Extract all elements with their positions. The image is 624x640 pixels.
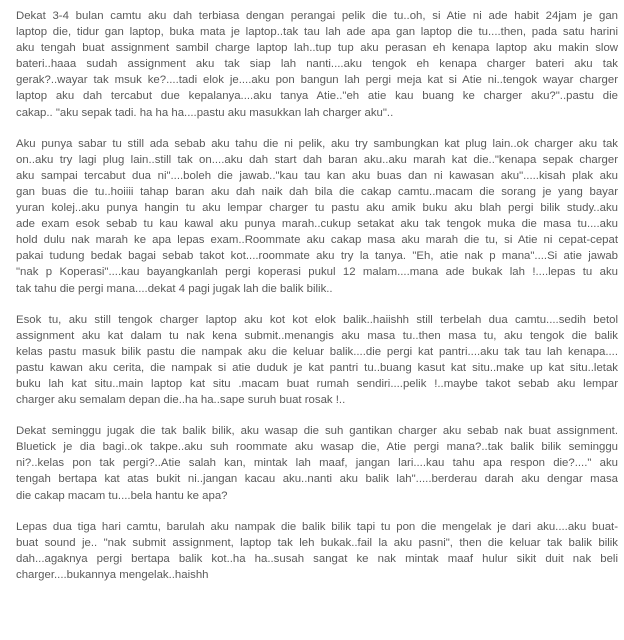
text-line: aku sampai tercabut dua ni"....boleh die jawab.."kau tau kan aku buas dan ni kawasan aku".....kisah plak aku	[16, 169, 618, 182]
text-line: charger....bukannya mengelak..haishh	[16, 568, 209, 581]
paragraph-1	[16, 8, 618, 121]
text-line: ni?..kelas pon tak pergi?..Atie salah kan, mintak lah maaf, jangan lari....kau tahu apa respon die?...." aku	[16, 457, 618, 470]
text-line: on..aku try lagi plug lain..still tak on....aku dah start dah baran aku..aku marah kat die.."kenapa sepak charger	[16, 153, 618, 166]
text-line: die cakap macam tu....bela hantu ke apa?	[16, 489, 228, 502]
text-line: tak tahu die pergi mana....dekat 4 pagi jugak lah die balik bilik..	[16, 282, 333, 295]
text-line: buku lah kat situ..main laptop kat situ .macam buat rumah sendiri....pelik !..maybe takot sebab aku lempar	[16, 377, 618, 390]
text-line: laptop die, tidur gan laptop, buka mata je laptop..tak tau lah ade apa gan laptop die tu....then, pada satu harini	[16, 26, 618, 39]
text-line: pakai tudung bedak bagai sebab takot kot....roommate aku try la tanya. "Eh, atie nak p mana"....Si atie jawab	[16, 250, 618, 263]
text-line: pastu kawan aku cerita, die nampak si atie duduk je kat pantri tu..buang kasut kat situ..make up kat situ..letak	[16, 361, 618, 374]
text-line: hold dulu nak marah ke apa lepas exam..Roommate aku cakap masa aku marah die tu, si Atie ni cepat-cepat	[16, 234, 618, 247]
text-line: kelas pastu masuk bilik pastu die nampak aku die keluar balik....die pergi kat pantri....aku tak tau lah kenapa....	[16, 345, 618, 358]
text-line: charger aku semalam depan die..ha ha..sape suruh buat rosak !..	[16, 394, 346, 407]
paragraph-3	[16, 312, 618, 409]
text-line: tengah bertapa kat atas bukit ni..jangan kacau aku..nanti aku balik lah".....berderau darah aku dengar masa	[16, 473, 618, 486]
text-line: yuran kolej..aku punya hangin tu aku lempar charger tu pastu aku amik buku aku blah pergi bilik study..aku	[16, 202, 618, 215]
text-line: Dekat seminggu jugak die tak balik bilik, aku wasap die suh gantikan charger aku sebab nak buat assignment.	[16, 425, 618, 438]
text-line: gan buas die tu..hoiiii tahap baran aku dah naik dah bila die cakap camtu..macam die sorang je yang bayar	[16, 185, 618, 198]
paragraph-4	[16, 423, 618, 503]
text-line: ade exam esok sebab tu kau kawal aku punya marah..cukup setakat aku tak tengok muka die masa tu....aku	[16, 218, 618, 231]
text-line: bateri..haaa sudah assignment aku tak siap lah nanti....aku tengok eh kenapa charger bateri aku tak	[16, 58, 618, 71]
text-line: laptop aku dah tercabut due kepalanya....aku tanya Atie.."eh atie kau buang ke charger aku?"..pastu die	[16, 90, 618, 103]
text-line: gerak?..wayar tak msuk ke?....tadi elok je....aku pon bangun lah pergi meja kat si Atie ni..tengok wayar charger	[16, 74, 618, 87]
text-line: cakap.. "aku sepak tadi. ha ha ha....pastu aku masukkan lah charger aku"..	[16, 106, 394, 119]
text-line: Dekat 3-4 bulan camtu aku dah terbiasa dengan perangai pelik die tu..oh, si Atie ni ade habit 24jam je gan	[16, 10, 618, 22]
text-line: Bluetick je dia bagi..ok takpe..aku suh roommate aku wasap die, Atie pergi mana?..tak balik bilik seminggu	[16, 441, 618, 454]
text-line: "nak p Koperasi"....kau bayangkanlah pergi koperasi pukul 12 malam....mana ade bukak lah !....lepas tu aku	[16, 266, 618, 279]
text-line: aku tengah buat assignment sambil charge laptop lah..tup tup aku perasan eh kenapa laptop aku makin slow	[16, 42, 618, 55]
text-line: Esok tu, aku still tengok charger laptop aku kot kot elok balik..haiishh still terbelah dua camtu....sedih betol	[16, 313, 618, 326]
text-line: dah...agaknya pergi bertapa balik kot..ha ha..susah sangat ke nak mintak maaf hulur sikit duit nak beli	[16, 552, 618, 565]
paragraph-2	[16, 136, 618, 297]
paragraph-5	[16, 519, 618, 583]
text-line: Lepas dua tiga hari camtu, barulah aku nampak die balik bilik tapi tu pon die mengelak je dari aku....aku buat-	[16, 520, 618, 533]
text-line: Aku punya sabar tu still ada sebab aku tahu die ni pelik, aku try sambungkan kat plug lain..ok charger aku tak	[16, 137, 618, 150]
text-line: buat sound je.. "nak submit assignment, laptop tak leh bukak..fail la aku pasni", then die keluar tak balik bilik	[16, 536, 618, 549]
text-line: assignment aku kat dalam tu nak kena submit..menangis aku masa tu..then masa tu, aku tengok die balik	[16, 329, 618, 342]
